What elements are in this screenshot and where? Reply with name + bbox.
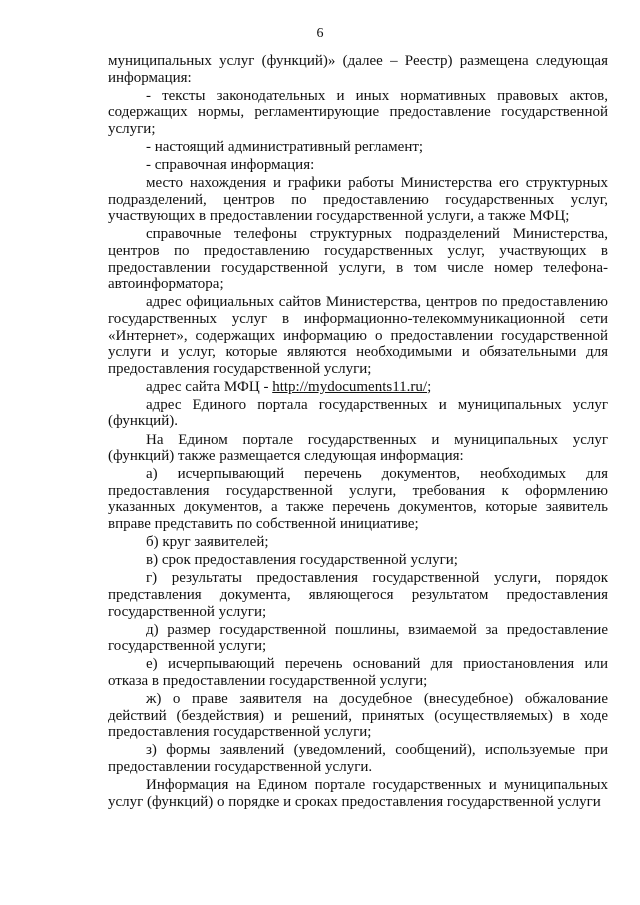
mfc-site-prefix: адрес сайта МФЦ - bbox=[146, 378, 273, 395]
list-item-a: а) исчерпывающий перечень документов, необходимых для предоставления государственной услуги, требования к оформлению указанных документов, а также перечень документов, которые заявитель вправе представить по собственной инициативе; bbox=[108, 466, 608, 533]
list-item-b: б) круг заявителей; bbox=[146, 534, 269, 551]
paragraph-portal-address: адрес Единого портала государственных и муниципальных услуг (функций). bbox=[108, 396, 608, 430]
list-item-e: д) размер государственной пошлины, взимаемой за предоставление государственной услуги; bbox=[108, 621, 608, 655]
paragraph-regulation: - настоящий административный регламент; bbox=[146, 138, 424, 155]
paragraph-registry-intro: муниципальных услуг (функций)» (далее – Реестр) размещена следующая информация: bbox=[108, 53, 608, 86]
mfc-site-suffix: ; bbox=[427, 378, 432, 395]
page-number: 6 bbox=[316, 26, 324, 41]
paragraph-websites: адрес официальных сайтов Министерства, центров по предоставлению государственных услуг в информационно-телекоммуникационной сети «Интернет», содержащих информацию о предоставлении государственной услуги и услуг, которые являются необходимыми и обязательными для предоставления государственной услуги; bbox=[108, 294, 608, 377]
paragraph-phones: справочные телефоны структурных подразделений Министерства, центров по предоставлению государственных услуг, участвующих в предоставлении государственной услуги, в том числе номер телефона-автоинформатора; bbox=[108, 226, 608, 293]
paragraph-portal-info: На Едином портале государственных и муниципальных услуг (функций) также размещается следующая информация: bbox=[108, 431, 608, 465]
list-item-f: е) исчерпывающий перечень оснований для приостановления или отказа в предоставлении государственной услуги; bbox=[108, 656, 608, 689]
paragraph-legal-acts: - тексты законодательных и иных нормативных правовых актов, содержащих нормы, регламентирующие предоставление государственной услуги; bbox=[108, 87, 608, 137]
paragraph-locations: место нахождения и графики работы Министерства его структурных подразделений, центров по предоставлению государственных услуг, участвующих в предоставлении государственной услуги, а также МФЦ; bbox=[108, 175, 608, 225]
paragraph-portal-order: Информация на Едином портале государственных и муниципальных услуг (функций) о порядке и сроках предоставления государственной услуги bbox=[108, 776, 608, 810]
paragraph-mfc-site bbox=[108, 379, 608, 396]
paragraph-reference-info: - справочная информация: bbox=[146, 157, 315, 174]
list-item-h: з) формы заявлений (уведомлений, сообщений), используемые при предоставлении государственной услуги. bbox=[108, 742, 608, 775]
document-body bbox=[108, 53, 608, 812]
list-item-g: ж) о праве заявителя на досудебное (внесудебное) обжалование действий (бездействия) и решений, принятых (осуществляемых) в ходе предоставления государственной услуги; bbox=[108, 690, 608, 741]
mfc-site-link[interactable]: http://mydocuments11.ru/ bbox=[272, 378, 428, 395]
list-item-d: г) результаты предоставления государственной услуги, порядок представления документа, являющегося результатом предоставления государственной услуги; bbox=[108, 570, 608, 620]
list-item-c: в) срок предоставления государственной услуги; bbox=[146, 552, 458, 569]
